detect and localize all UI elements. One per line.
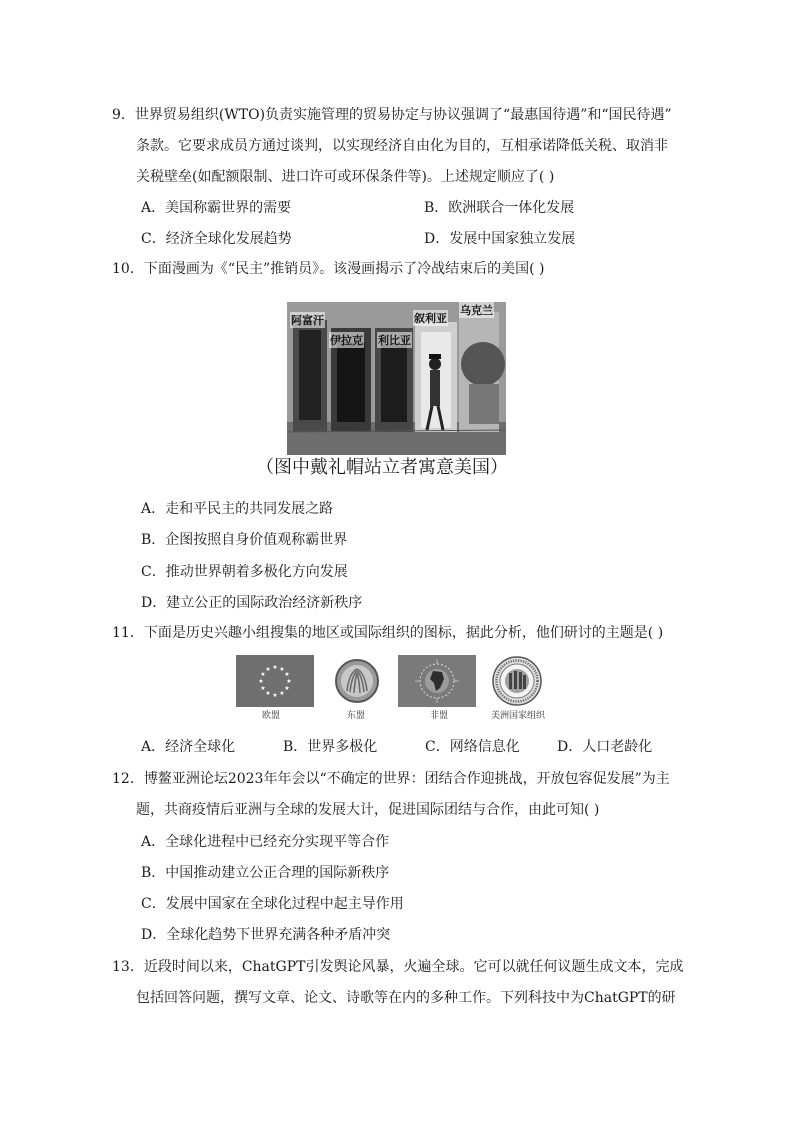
- svg-text:★: ★: [258, 678, 264, 685]
- cartoon-image: [287, 302, 506, 455]
- logo-caption-asean: 东盟: [347, 711, 366, 721]
- q11-option-c: C．网络信息化: [425, 739, 520, 755]
- cartoon-caption: （图中戴礼帽站立者寓意美国）: [256, 457, 508, 478]
- cartoon-label-iraq: 伊拉克: [330, 334, 363, 347]
- q12-option-c: C．发展中国家在全球化过程中起主导作用: [141, 896, 404, 912]
- svg-text:★: ★: [260, 685, 266, 692]
- q11-option-d: D．人口老龄化: [557, 739, 653, 755]
- oas-seal-icon: [490, 655, 544, 707]
- au-emblem-icon: [398, 655, 476, 707]
- q13-stem-line1: 13．近段时间以来，ChatGPT引发舆论风暴，火遍全球。它可以就任何议题生成文本，完成: [112, 959, 684, 975]
- cartoon-label-afghanistan: 阿富汗: [291, 314, 324, 327]
- svg-text:★: ★: [286, 678, 292, 685]
- logo-caption-eu: 欧盟: [262, 711, 281, 721]
- eu-stars-icon: [236, 655, 314, 707]
- svg-text:★: ★: [279, 666, 285, 673]
- q12-stem-line2: 题，共商疫情后亚洲与全球的发展大计，促进国际团结与合作，由此可知( ): [136, 802, 600, 818]
- african-union-logo: [398, 655, 476, 707]
- q9-option-d: D．发展中国家独立发展: [424, 231, 576, 247]
- q9-stem-line3: 关税壁垒(如配额限制、进口许可或环保条件等)。上述规定顺应了( ): [136, 169, 555, 185]
- q12-option-a: A．全球化进程中已经充分实现平等合作: [141, 834, 390, 850]
- logo-caption-au: 非盟: [430, 711, 449, 721]
- svg-text:★: ★: [260, 671, 266, 678]
- q11-option-a: A．经济全球化: [141, 739, 236, 755]
- oas-logo: [490, 655, 544, 707]
- q11-stem-line1: 11．下面是历史兴趣小组搜集的地区或国际组织的图标，据此分析，他们研讨的主题是( ): [112, 625, 664, 641]
- q9-option-b: B．欧洲联合一体化发展: [424, 200, 575, 216]
- cartoon-label-syria: 叙利亚: [414, 312, 447, 325]
- q10-option-a: A．走和平民主的共同发展之路: [141, 501, 334, 517]
- q9-stem-line2: 条款。它要求成员方通过谈判，以实现经济自由化为目的，互相承诺降低关税、取消非: [136, 138, 668, 154]
- logo-caption-oas: 美洲国家组织: [491, 711, 546, 721]
- cartoon-label-libya: 利比亚: [378, 334, 411, 347]
- q10-stem-line1: 10．下面漫画为《“民主”推销员》。该漫画揭示了冷战结束后的美国( ): [112, 261, 545, 277]
- svg-text:★: ★: [284, 685, 290, 692]
- q9-option-a: A．美国称霸世界的需要: [141, 200, 292, 216]
- svg-text:★: ★: [284, 671, 290, 678]
- asean-logo: [334, 655, 380, 707]
- q10-option-c: C．推动世界朝着多极化方向发展: [141, 564, 348, 580]
- q12-option-d: D．全球化趋势下世界充满各种矛盾冲突: [141, 927, 391, 943]
- svg-text:★: ★: [279, 690, 285, 697]
- q10-option-d: D．建立公正的国际政治经济新秩序: [141, 595, 363, 611]
- q12-stem-line1: 12．博鳌亚洲论坛2023年年会以“不确定的世界：团结合作迎挑战，开放包容促发展”为主: [112, 771, 670, 787]
- svg-text:★: ★: [265, 690, 271, 697]
- q9-stem-line1: 9．世界贸易组织(WTO)负责实施管理的贸易协定与协议强调了“最惠国待遇”和“国民待遇”: [112, 107, 672, 123]
- cartoon-label-ukraine: 乌克兰: [460, 304, 493, 317]
- eu-flag-logo: [236, 655, 314, 707]
- svg-text:★: ★: [265, 666, 271, 673]
- q12-option-b: B．中国推动建立公正合理的国际新秩序: [141, 865, 390, 881]
- asean-emblem-icon: [334, 655, 380, 707]
- q13-stem-line2: 包括回答问题，撰写文章、论文、诗歌等在内的多种工作。下列科技中为ChatGPT的研: [136, 990, 676, 1006]
- q11-option-b: B．世界多极化: [283, 739, 378, 755]
- q10-option-b: B．企图按照自身价值观称霸世界: [141, 532, 348, 548]
- svg-text:★: ★: [272, 664, 278, 671]
- svg-text:★: ★: [272, 692, 278, 699]
- q9-option-c: C．经济全球化发展趋势: [141, 231, 292, 247]
